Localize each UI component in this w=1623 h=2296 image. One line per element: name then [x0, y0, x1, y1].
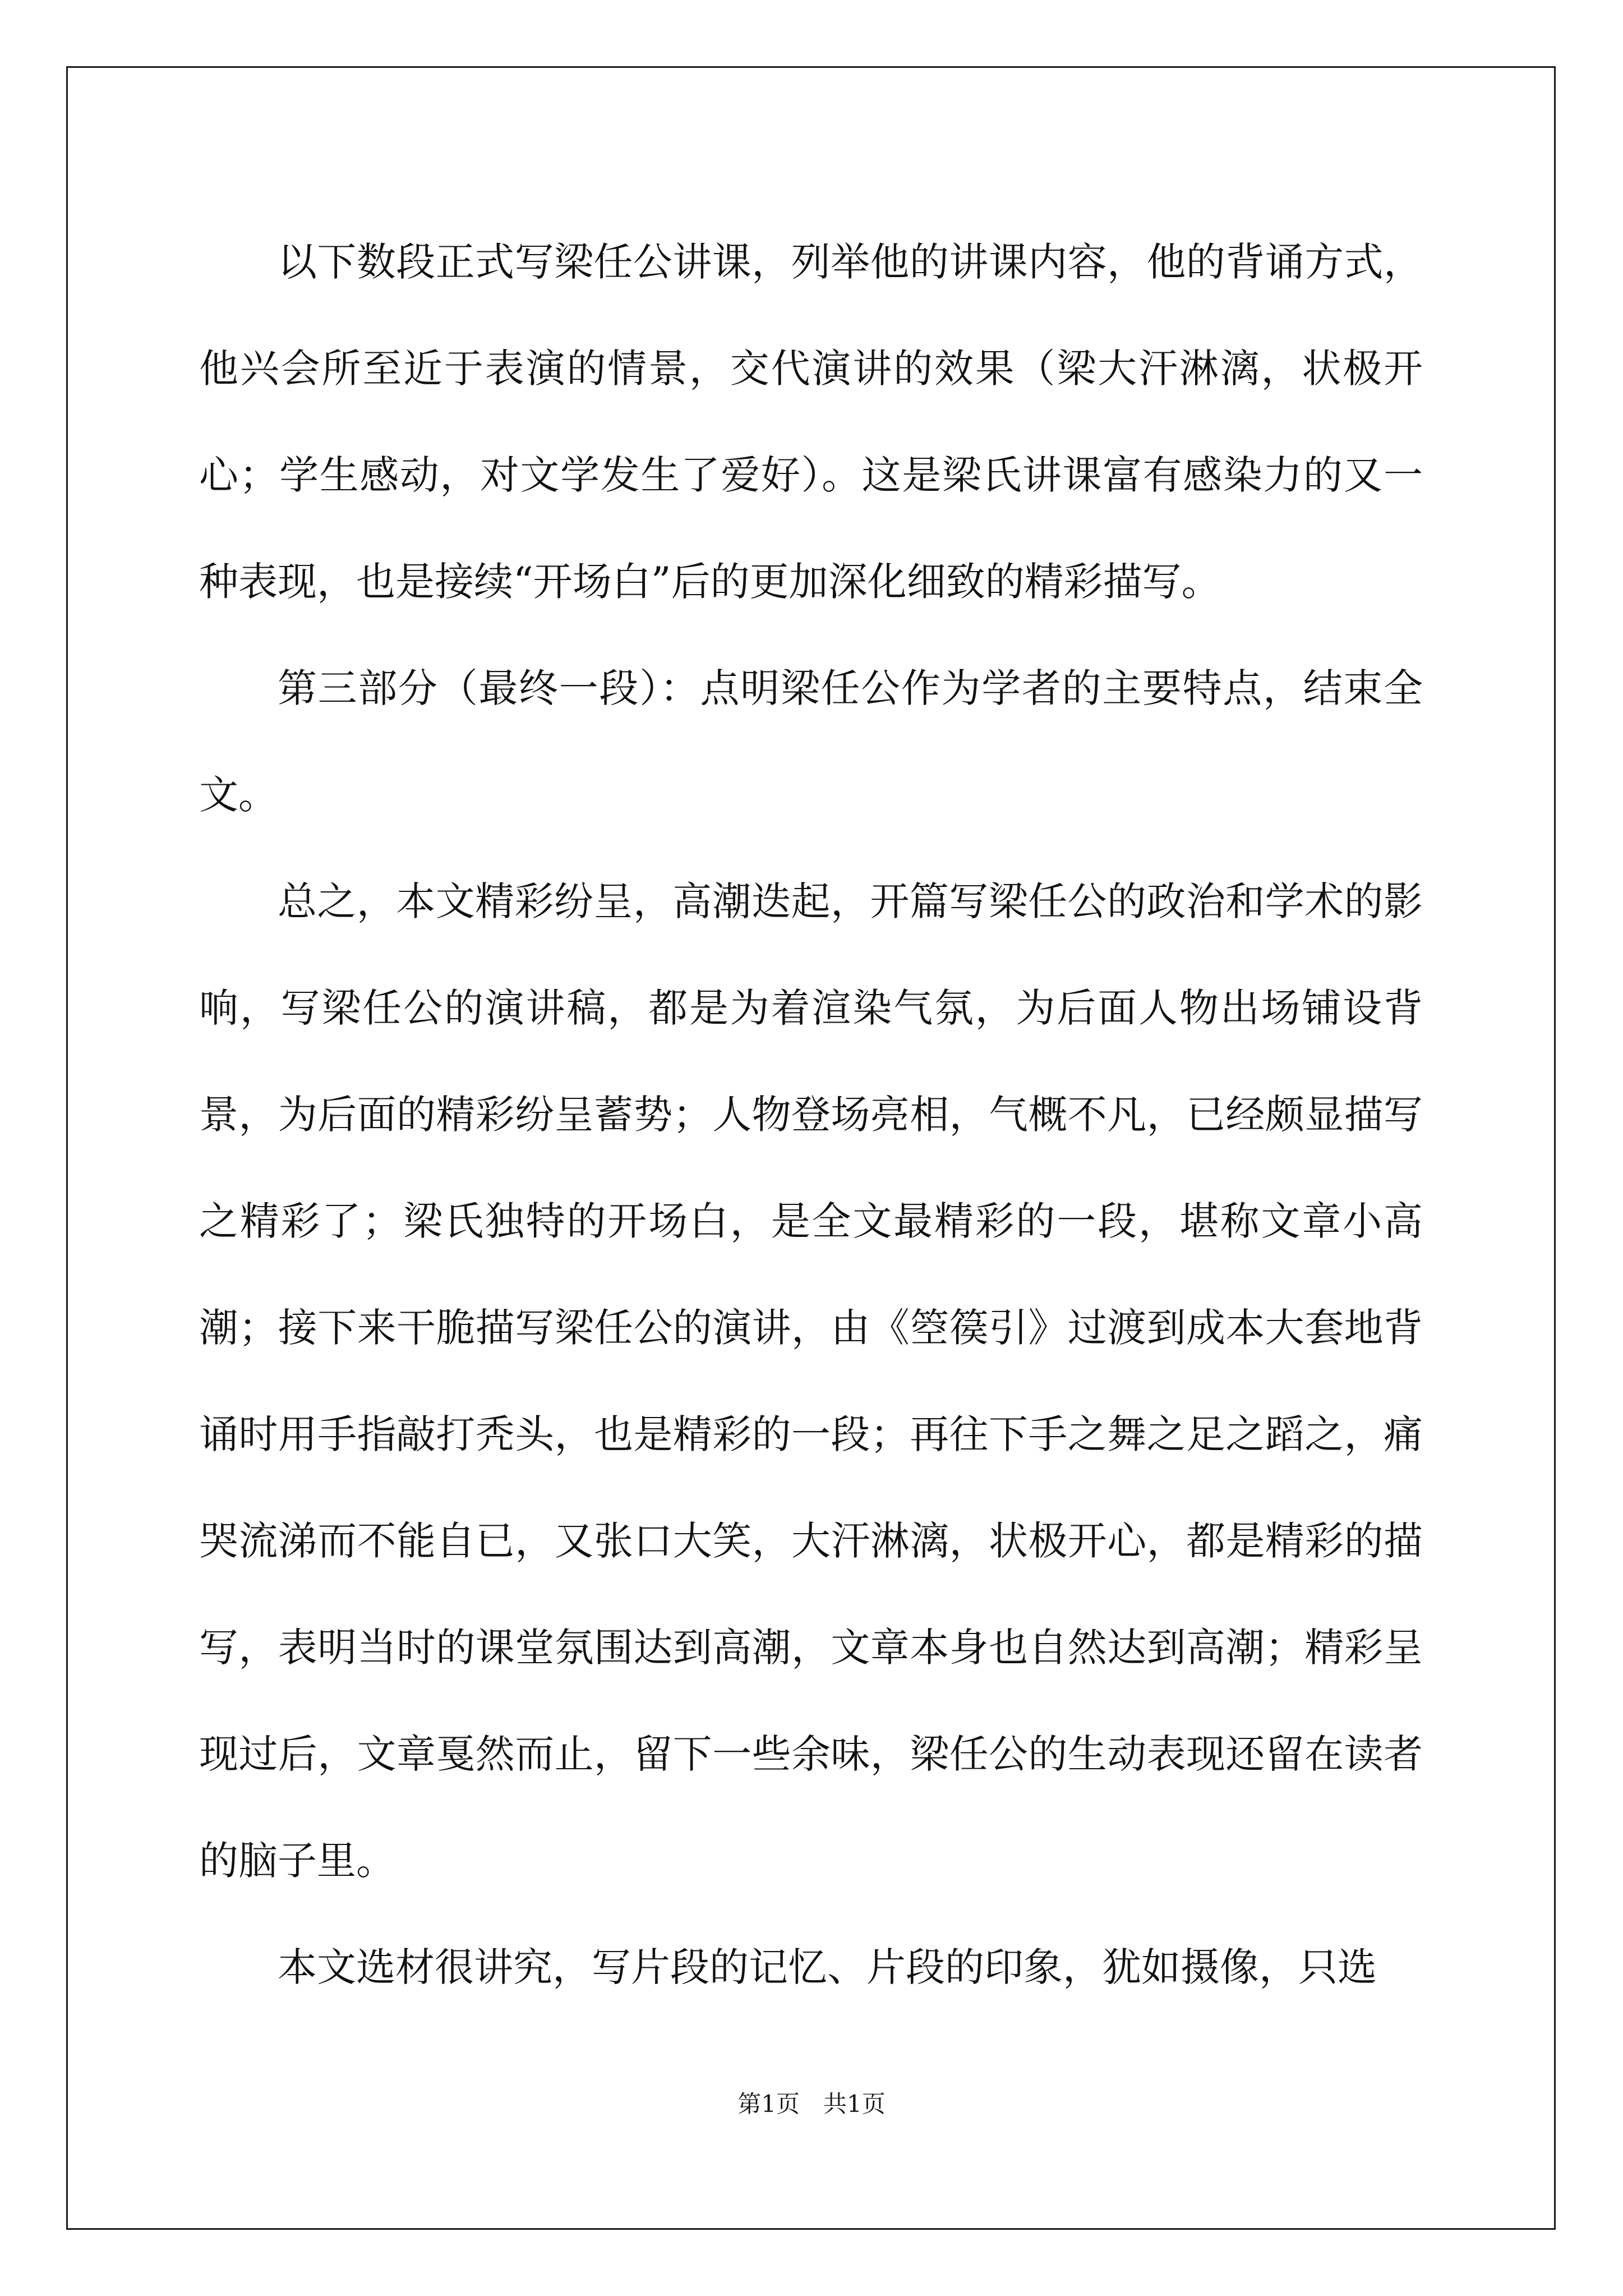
paragraph: 本文选材很讲究，写片段的记忆、片段的印象，犹如摄像，只选	[278, 1944, 1377, 1990]
paragraph: 总之，本文精彩纷呈，高潮迭起，开篇写梁任公的政治和学术的影响，写梁任公的演讲稿，都是为着渲染气氛，为后面人物出场铺设背景，为后面的精彩纷呈蓄势；人物登场亮相，气概不凡，已经颇显描写之精彩了；梁氏独特的开场白，是全文最精彩的一段，堪称文章小高潮；接下来干脆描写梁任公的演讲，由《箜篌引》过渡到成本大套地背诵时用手指敲打秃头，也是精彩的一段；再往下手之舞之足之蹈之，痛哭流涕而不能自已，又张口大笑，大汗淋漓，状极开心，都是精彩的描写，表明当时的课堂氛围达到高潮，文章本身也自然达到高潮；精彩呈现过后，文章戛然而止，留下一些余味，梁任公的生动表现还留在读者的脑子里。	[199, 878, 1423, 1884]
paragraph: 以下数段正式写梁任公讲课，列举他的讲课内容，他的背诵方式，他兴会所至近于表演的情景，交代演讲的效果（梁大汗淋漓，状极开心；学生感动，对文学发生了爱好）。这是梁氏讲课富有感染力的又一种表现，也是接续“开场白”后的更加深化细致的精彩描写。	[199, 239, 1423, 605]
page-number-footer: 第1页 共1页	[737, 2090, 886, 2118]
paragraph: 第三部分（最终一段）：点明梁任公作为学者的主要特点，结束全文。	[199, 665, 1423, 818]
document-body	[199, 209, 1423, 2021]
